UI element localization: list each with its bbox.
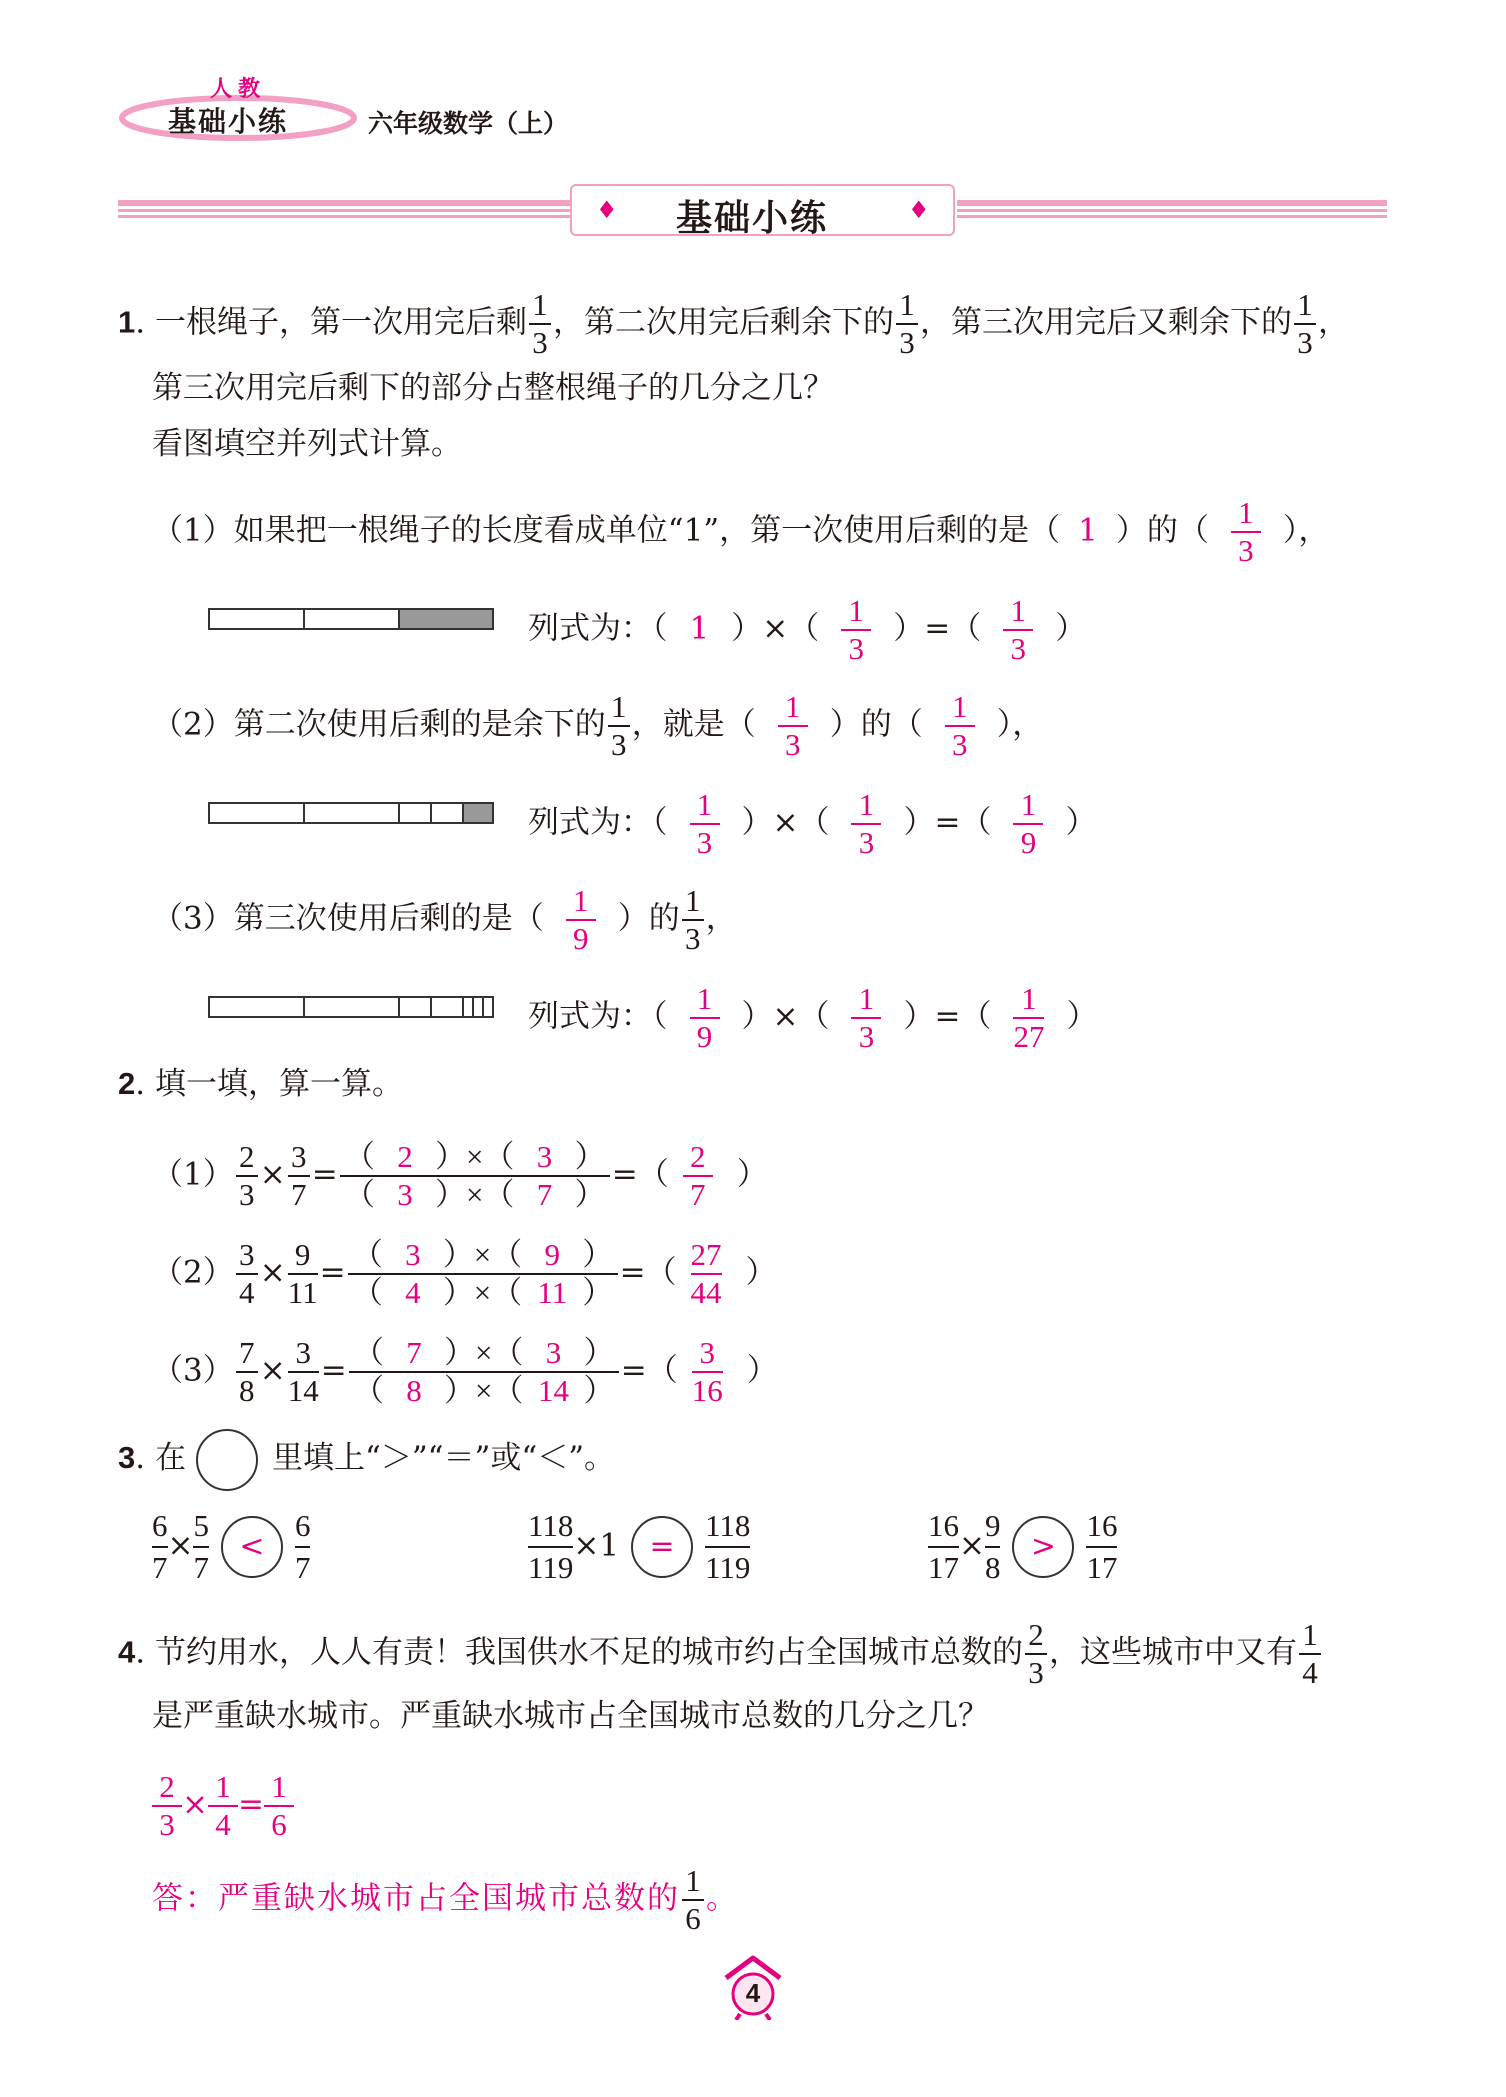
section-rule-right xyxy=(957,200,1387,220)
fraction: $\frac{1}{6}$ xyxy=(682,1864,704,1936)
rope-diagram-3 xyxy=(208,996,494,1018)
q4-number: 4 xyxy=(118,1634,136,1670)
answer-fraction: $\frac{2}{3}$ xyxy=(152,1770,182,1842)
answer-fraction: $\frac{3}{16}$ xyxy=(691,1335,723,1408)
q3-compare-3 xyxy=(928,1508,1117,1586)
close-paren: ） xyxy=(746,1352,778,1389)
fraction: $\frac{3}{4}$ xyxy=(236,1238,258,1310)
fraction: $\frac{2}{3}$ xyxy=(236,1140,258,1212)
q2-title-text: . 填一填，算一算。 xyxy=(135,1066,403,1102)
diamond-icon: ♦ xyxy=(908,196,930,224)
fraction: $\frac{7}{8}$ xyxy=(236,1336,258,1408)
q2-item xyxy=(152,1336,778,1408)
formula-1 xyxy=(528,594,1086,666)
answer-fraction: $\frac{1}{6}$ xyxy=(264,1770,294,1842)
fraction: $\frac{16}{17}$ xyxy=(1086,1508,1118,1585)
formula-3 xyxy=(528,982,1097,1054)
equals-sign: ）=（ xyxy=(893,610,982,647)
fraction: $\frac{118}{119}$ xyxy=(705,1508,751,1585)
q4-answer xyxy=(152,1864,737,1936)
answer-sentence: 答：严重缺水城市占全国城市总数的 xyxy=(152,1880,680,1917)
formula-label: 列式为：（ xyxy=(528,804,668,841)
close-paren: ） xyxy=(1066,998,1098,1035)
fraction: $\frac{1}{3}$ xyxy=(1294,288,1316,360)
times-sign: × xyxy=(959,1527,985,1564)
rope-diagram-2 xyxy=(208,802,494,824)
close-paren: ） xyxy=(1055,610,1087,647)
header-badge xyxy=(118,77,358,142)
fraction: $\frac{5}{7}$ xyxy=(193,1508,209,1585)
open-paren: （ xyxy=(646,1352,678,1389)
q2-number: 2 xyxy=(118,1066,136,1101)
q3-compare-2 xyxy=(528,1508,750,1586)
answer-end: 。 xyxy=(706,1880,737,1917)
item-label: （2） xyxy=(152,1254,234,1291)
fraction: $\frac{9}{8}$ xyxy=(984,1508,1001,1585)
q1-text: ，第三次用完后又剩余下的 xyxy=(919,304,1292,341)
fraction: $\frac{1}{3}$ xyxy=(608,690,630,762)
q3-compare-1 xyxy=(152,1508,310,1586)
page-number: 4 xyxy=(745,1978,761,2008)
q3-title xyxy=(118,1428,615,1491)
section-title-box xyxy=(570,184,955,239)
times-sign: × xyxy=(182,1786,208,1823)
fraction: $\frac{1}{3}$ xyxy=(896,288,918,360)
q3-number: 3 xyxy=(118,1440,136,1475)
diamond-icon: ♦ xyxy=(596,196,618,224)
q1-number: 1 xyxy=(118,304,136,340)
fraction: $\frac{9}{11}$ xyxy=(287,1237,318,1310)
q3-text: . 在 xyxy=(135,1440,186,1476)
rope-diagram-1 xyxy=(208,608,494,630)
compare-circle[interactable]: = xyxy=(631,1516,693,1578)
q2-title xyxy=(118,1064,403,1104)
answer-fraction: $\frac{1}{3}$ xyxy=(945,690,975,762)
q3-text: 里填上“＞”“＝”或“＜”。 xyxy=(271,1440,616,1476)
badge-main: 基础小练 xyxy=(168,105,289,138)
answer-fraction: $\frac{1}{3}$ xyxy=(851,788,881,860)
q2-item xyxy=(152,1140,768,1212)
page-number-badge xyxy=(720,1954,786,2020)
close-paren: ） xyxy=(745,1254,777,1291)
equals-sign: = xyxy=(611,1156,638,1193)
equals-sign: = xyxy=(237,1786,264,1823)
close-paren: ） xyxy=(736,1156,768,1193)
answer-fraction: $\frac{1}{3}$ xyxy=(1231,496,1261,568)
part-text: ，就是（ xyxy=(631,706,756,743)
part-text: ）， xyxy=(1282,512,1330,549)
product-fraction: $\frac{( 7 )\times( 3 )}{( 8 )\times( 14 )}$ xyxy=(349,1336,619,1408)
q1-line2: 第三次用完后剩下的部分占整根绳子的几分之几？ xyxy=(152,370,834,406)
q1-line1 xyxy=(118,288,1349,360)
equals-sign: ）=（ xyxy=(903,998,992,1035)
part-text: ）， xyxy=(996,706,1044,743)
answer-fraction: $\frac{2}{7}$ xyxy=(683,1140,713,1212)
equals-sign: = xyxy=(311,1156,338,1193)
answer-value: 1 xyxy=(689,610,710,647)
formula-2 xyxy=(528,788,1096,860)
answer-fraction: $\frac{1}{3}$ xyxy=(851,982,881,1054)
fraction: $\frac{1}{3}$ xyxy=(529,288,551,360)
product-fraction: $\frac{( 2 )\times( 3 )}{( 3 )\times( 7 )}$ xyxy=(340,1140,610,1212)
fraction: $\frac{2}{3}$ xyxy=(1025,1618,1047,1690)
part-text: （2）第二次使用后剩的是余下的 xyxy=(152,706,606,743)
part-text: ）的（ xyxy=(829,706,923,743)
fraction: $\frac{16}{17}$ xyxy=(928,1508,959,1585)
formula-label: 列式为：（ xyxy=(528,998,668,1035)
q4-line1 xyxy=(118,1618,1323,1690)
answer-fraction: $\frac{1}{3}$ xyxy=(1003,594,1033,666)
equals-sign: = xyxy=(320,1352,347,1389)
badge-top: 人教 xyxy=(210,77,267,102)
close-paren: ） xyxy=(1065,804,1097,841)
part-text: ， xyxy=(705,900,737,937)
fraction: $\frac{118}{119}$ xyxy=(528,1508,574,1585)
times-sign: × xyxy=(167,1527,194,1564)
open-paren: （ xyxy=(645,1254,677,1291)
answer-fraction: $\frac{1}{4}$ xyxy=(208,1770,238,1842)
q4-calculation xyxy=(152,1770,294,1842)
fraction: $\frac{3}{14}$ xyxy=(287,1335,319,1408)
fraction: $\frac{1}{3}$ xyxy=(682,884,704,956)
equals-sign: = xyxy=(620,1352,647,1389)
fraction: $\frac{1}{4}$ xyxy=(1299,1618,1321,1690)
part-text: （3）第三次使用后剩的是（ xyxy=(152,900,544,937)
answer-fraction: $\frac{1}{3}$ xyxy=(841,594,871,666)
q2-item xyxy=(152,1238,777,1310)
formula-label: 列式为：（ xyxy=(528,610,668,647)
answer-fraction: $\frac{1}{3}$ xyxy=(690,788,720,860)
answer-fraction: $\frac{1}{27}$ xyxy=(1013,981,1045,1054)
open-paren: （ xyxy=(637,1156,669,1193)
part-text: ）的（ xyxy=(1115,512,1209,549)
answer-fraction: $\frac{1}{9}$ xyxy=(690,982,720,1054)
item-label: （3） xyxy=(152,1352,234,1389)
q1-text: ，第二次用完后剩余下的 xyxy=(552,304,894,341)
q1-line3: 看图填空并列式计算。 xyxy=(152,426,462,462)
part-text: （1）如果把一根绳子的长度看成单位“1”，第一次使用后剩的是（ xyxy=(152,512,1061,549)
q1-part3 xyxy=(152,884,737,956)
part-text: ）的 xyxy=(617,900,680,937)
section-title: 基础小练 xyxy=(676,198,829,239)
item-label: （1） xyxy=(152,1156,234,1193)
q4-text: ，这些城市中又有 xyxy=(1048,1634,1297,1671)
times-sign: ）×（ xyxy=(741,804,830,841)
header-subject: 六年级数学（上） xyxy=(368,109,569,138)
answer-fraction: $\frac{1}{9}$ xyxy=(566,884,596,956)
times-sign: × xyxy=(259,1352,286,1389)
q4-line2: 是严重缺水城市。严重缺水城市占全国城市总数的几分之几？ xyxy=(152,1698,989,1734)
fraction: $\frac{3}{7}$ xyxy=(288,1140,310,1212)
q1-part2 xyxy=(152,690,1043,762)
product-fraction: $\frac{( 3 )\times( 9 )}{( 4 )\times( 11 )}$ xyxy=(348,1238,618,1310)
compare-circle[interactable]: > xyxy=(1012,1516,1074,1578)
answer-value: 1 xyxy=(1078,512,1098,549)
answer-fraction: $\frac{1}{9}$ xyxy=(1013,788,1043,860)
times-sign: ×1 xyxy=(573,1527,620,1564)
times-sign: ）×（ xyxy=(741,998,830,1035)
equals-sign: = xyxy=(619,1254,646,1291)
times-sign: × xyxy=(259,1254,286,1291)
times-sign: × xyxy=(259,1156,286,1193)
times-sign: ）×（ xyxy=(731,610,820,647)
equals-sign: ）=（ xyxy=(903,804,992,841)
q1-text: ， xyxy=(1317,304,1349,341)
fraction: $\frac{6}{7}$ xyxy=(152,1508,168,1585)
equals-sign: = xyxy=(319,1254,346,1291)
q1-text: . 一根绳子，第一次用完后剩 xyxy=(135,304,527,341)
fraction: $\frac{6}{7}$ xyxy=(294,1508,311,1585)
answer-fraction: $\frac{27}{44}$ xyxy=(690,1237,722,1310)
section-rule-left xyxy=(118,200,570,220)
q1-part1 xyxy=(152,496,1329,568)
compare-circle[interactable]: < xyxy=(221,1516,283,1578)
empty-circle-icon xyxy=(196,1429,258,1491)
answer-fraction: $\frac{1}{3}$ xyxy=(778,690,808,762)
q4-text: . 节约用水，人人有责！我国供水不足的城市约占全国城市总数的 xyxy=(135,1634,1023,1671)
